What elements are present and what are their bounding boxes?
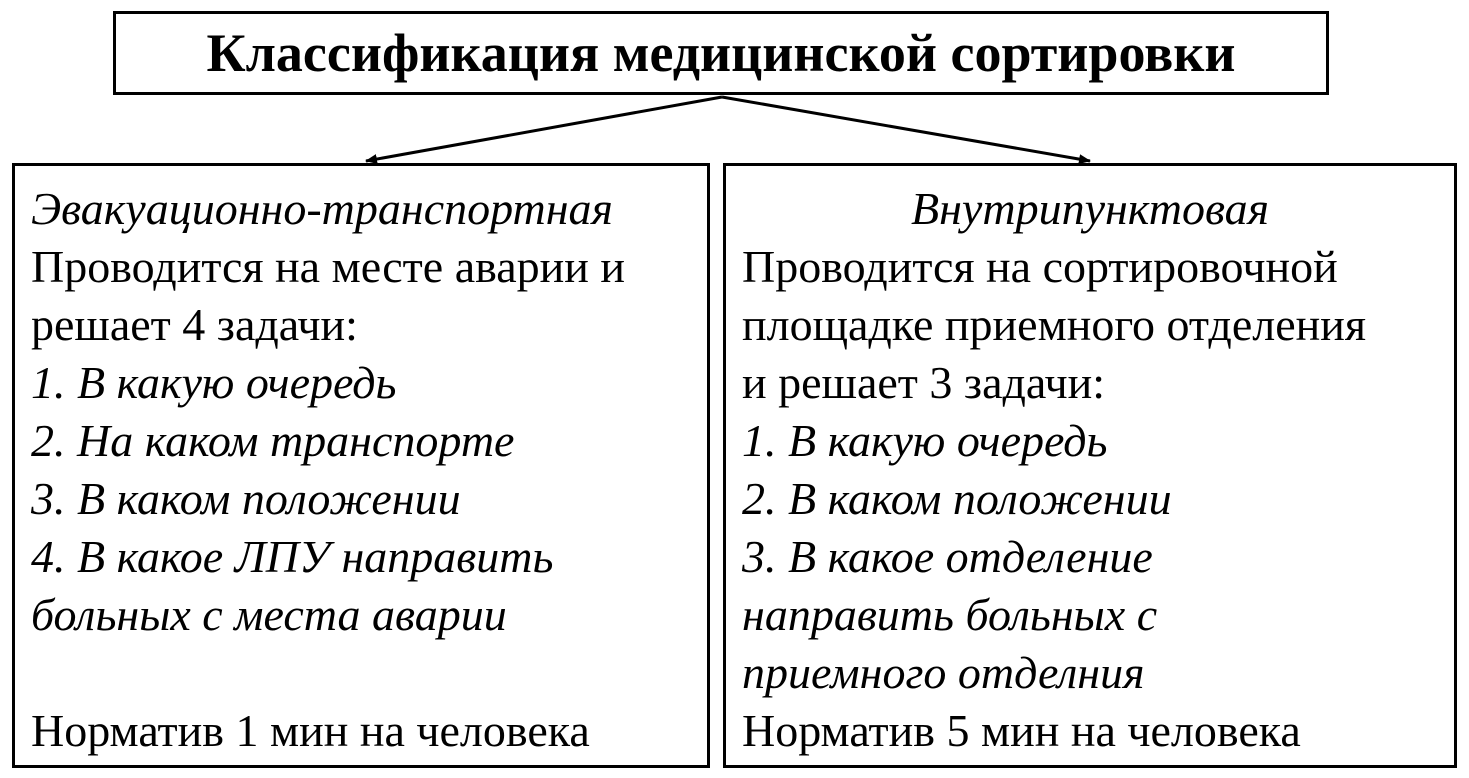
left-heading: Эвакуационно-транспортная bbox=[31, 183, 613, 234]
right-norm: Норматив 5 мин на человека bbox=[742, 705, 1301, 756]
left-task: 1. В какую очередь bbox=[31, 357, 397, 408]
right-task: направить больных с bbox=[742, 589, 1158, 640]
left-task: 2. На каком транспорте bbox=[31, 415, 515, 466]
intra-point-box bbox=[723, 163, 1457, 768]
left-desc-line: Проводится на месте аварии и bbox=[31, 241, 626, 292]
left-desc-line: решает 4 задачи: bbox=[31, 299, 358, 350]
right-heading: Внутрипунктовая bbox=[911, 183, 1269, 234]
left-task: больных с места аварии bbox=[31, 589, 507, 640]
right-task: 1. В какую очередь bbox=[742, 415, 1108, 466]
diagram-title: Классификация медицинской сортировки bbox=[206, 23, 1236, 83]
arrow-to-right bbox=[722, 97, 1090, 161]
evacuation-transport-box bbox=[12, 163, 710, 768]
right-task: 2. В каком положении bbox=[742, 473, 1172, 524]
right-task: приемного отделния bbox=[742, 647, 1145, 698]
right-desc-line: площадке приемного отделения bbox=[742, 299, 1367, 350]
left-norm: Норматив 1 мин на человека bbox=[31, 705, 590, 756]
title-box bbox=[113, 11, 1329, 95]
left-spacer bbox=[31, 644, 707, 702]
right-task: 3. В какое отделение bbox=[742, 531, 1153, 582]
right-desc-line: Проводится на сортировочной bbox=[742, 241, 1338, 292]
left-task: 4. В какое ЛПУ направить bbox=[31, 531, 554, 582]
left-task: 3. В каком положении bbox=[31, 473, 461, 524]
right-desc-line: и решает 3 задачи: bbox=[742, 357, 1105, 408]
arrow-to-left bbox=[366, 97, 722, 161]
